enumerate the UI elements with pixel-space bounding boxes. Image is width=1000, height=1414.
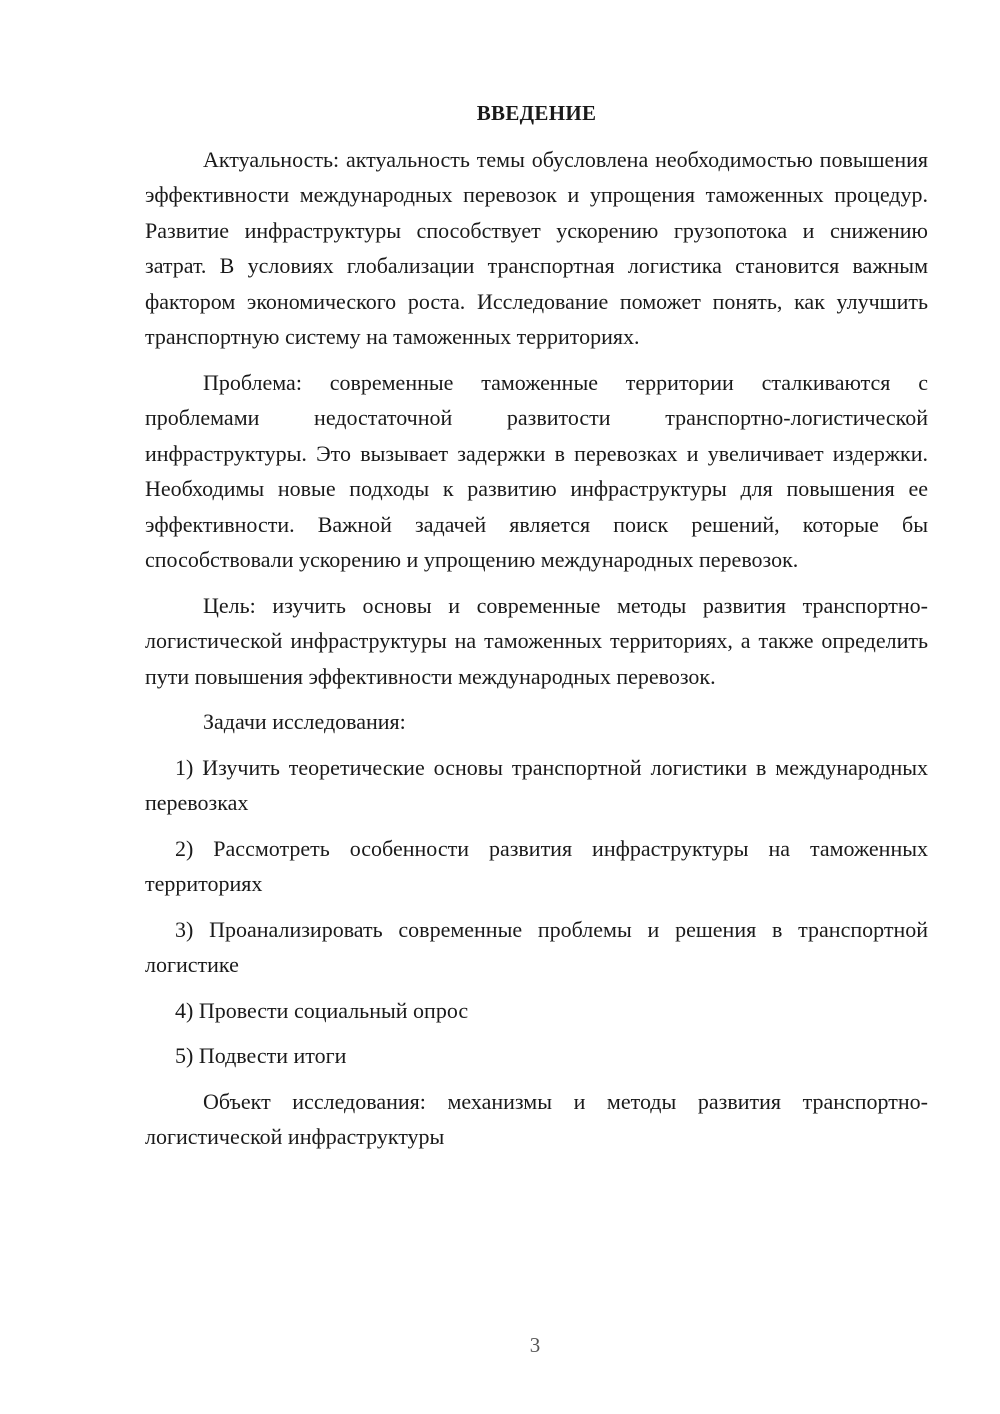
paragraph-goal: Цель: изучить основы и современные методы развития транспортно-логистической инфраструктуры на таможенных территориях, а также определить пути повышения эффективности международных перевозок. bbox=[145, 592, 928, 689]
task-item: 3) Проанализировать современные проблемы и решения в транспортной логистике bbox=[145, 916, 928, 977]
page-content bbox=[145, 96, 928, 1165]
tasks-heading: Задачи исследования: bbox=[203, 709, 406, 734]
paragraph-object: Объект исследования: механизмы и методы развития транспортно-логистической инфраструктуры bbox=[145, 1088, 928, 1149]
page-title: ВВЕДЕНИЕ bbox=[476, 101, 597, 125]
task-item: 2) Рассмотреть особенности развития инфраструктуры на таможенных территориях bbox=[145, 835, 928, 896]
task-item: 5) Подвести итоги bbox=[175, 1043, 347, 1068]
page-number: 3 bbox=[529, 1333, 541, 1357]
paragraph-problem: Проблема: современные таможенные территории сталкиваются с проблемами недостаточной развитости транспортно-логистической инфраструктуры. Это вызывает задержки в перевозках и увеличивает издержки. Необходимы новые подходы к развитию инфраструктуры для повышения ее эффективности. Важной задачей является поиск решений, которые бы способствовали ускорению и упрощению международных перевозок. bbox=[145, 369, 928, 572]
task-item: 4) Провести социальный опрос bbox=[175, 997, 469, 1023]
paragraph-relevance: Актуальность: актуальность темы обусловлена необходимостью повышения эффективности международных перевозок и упрощения таможенных процедур. Развитие инфраструктуры способствует ускорению грузопотока и снижению затрат. В условиях глобализации транспортная логистика становится важным фактором экономического роста. Исследование поможет понять, как улучшить транспортную систему на таможенных территориях. bbox=[145, 146, 928, 349]
task-item: 1) Изучить теоретические основы транспортной логистики в международных перевозках bbox=[145, 754, 928, 815]
